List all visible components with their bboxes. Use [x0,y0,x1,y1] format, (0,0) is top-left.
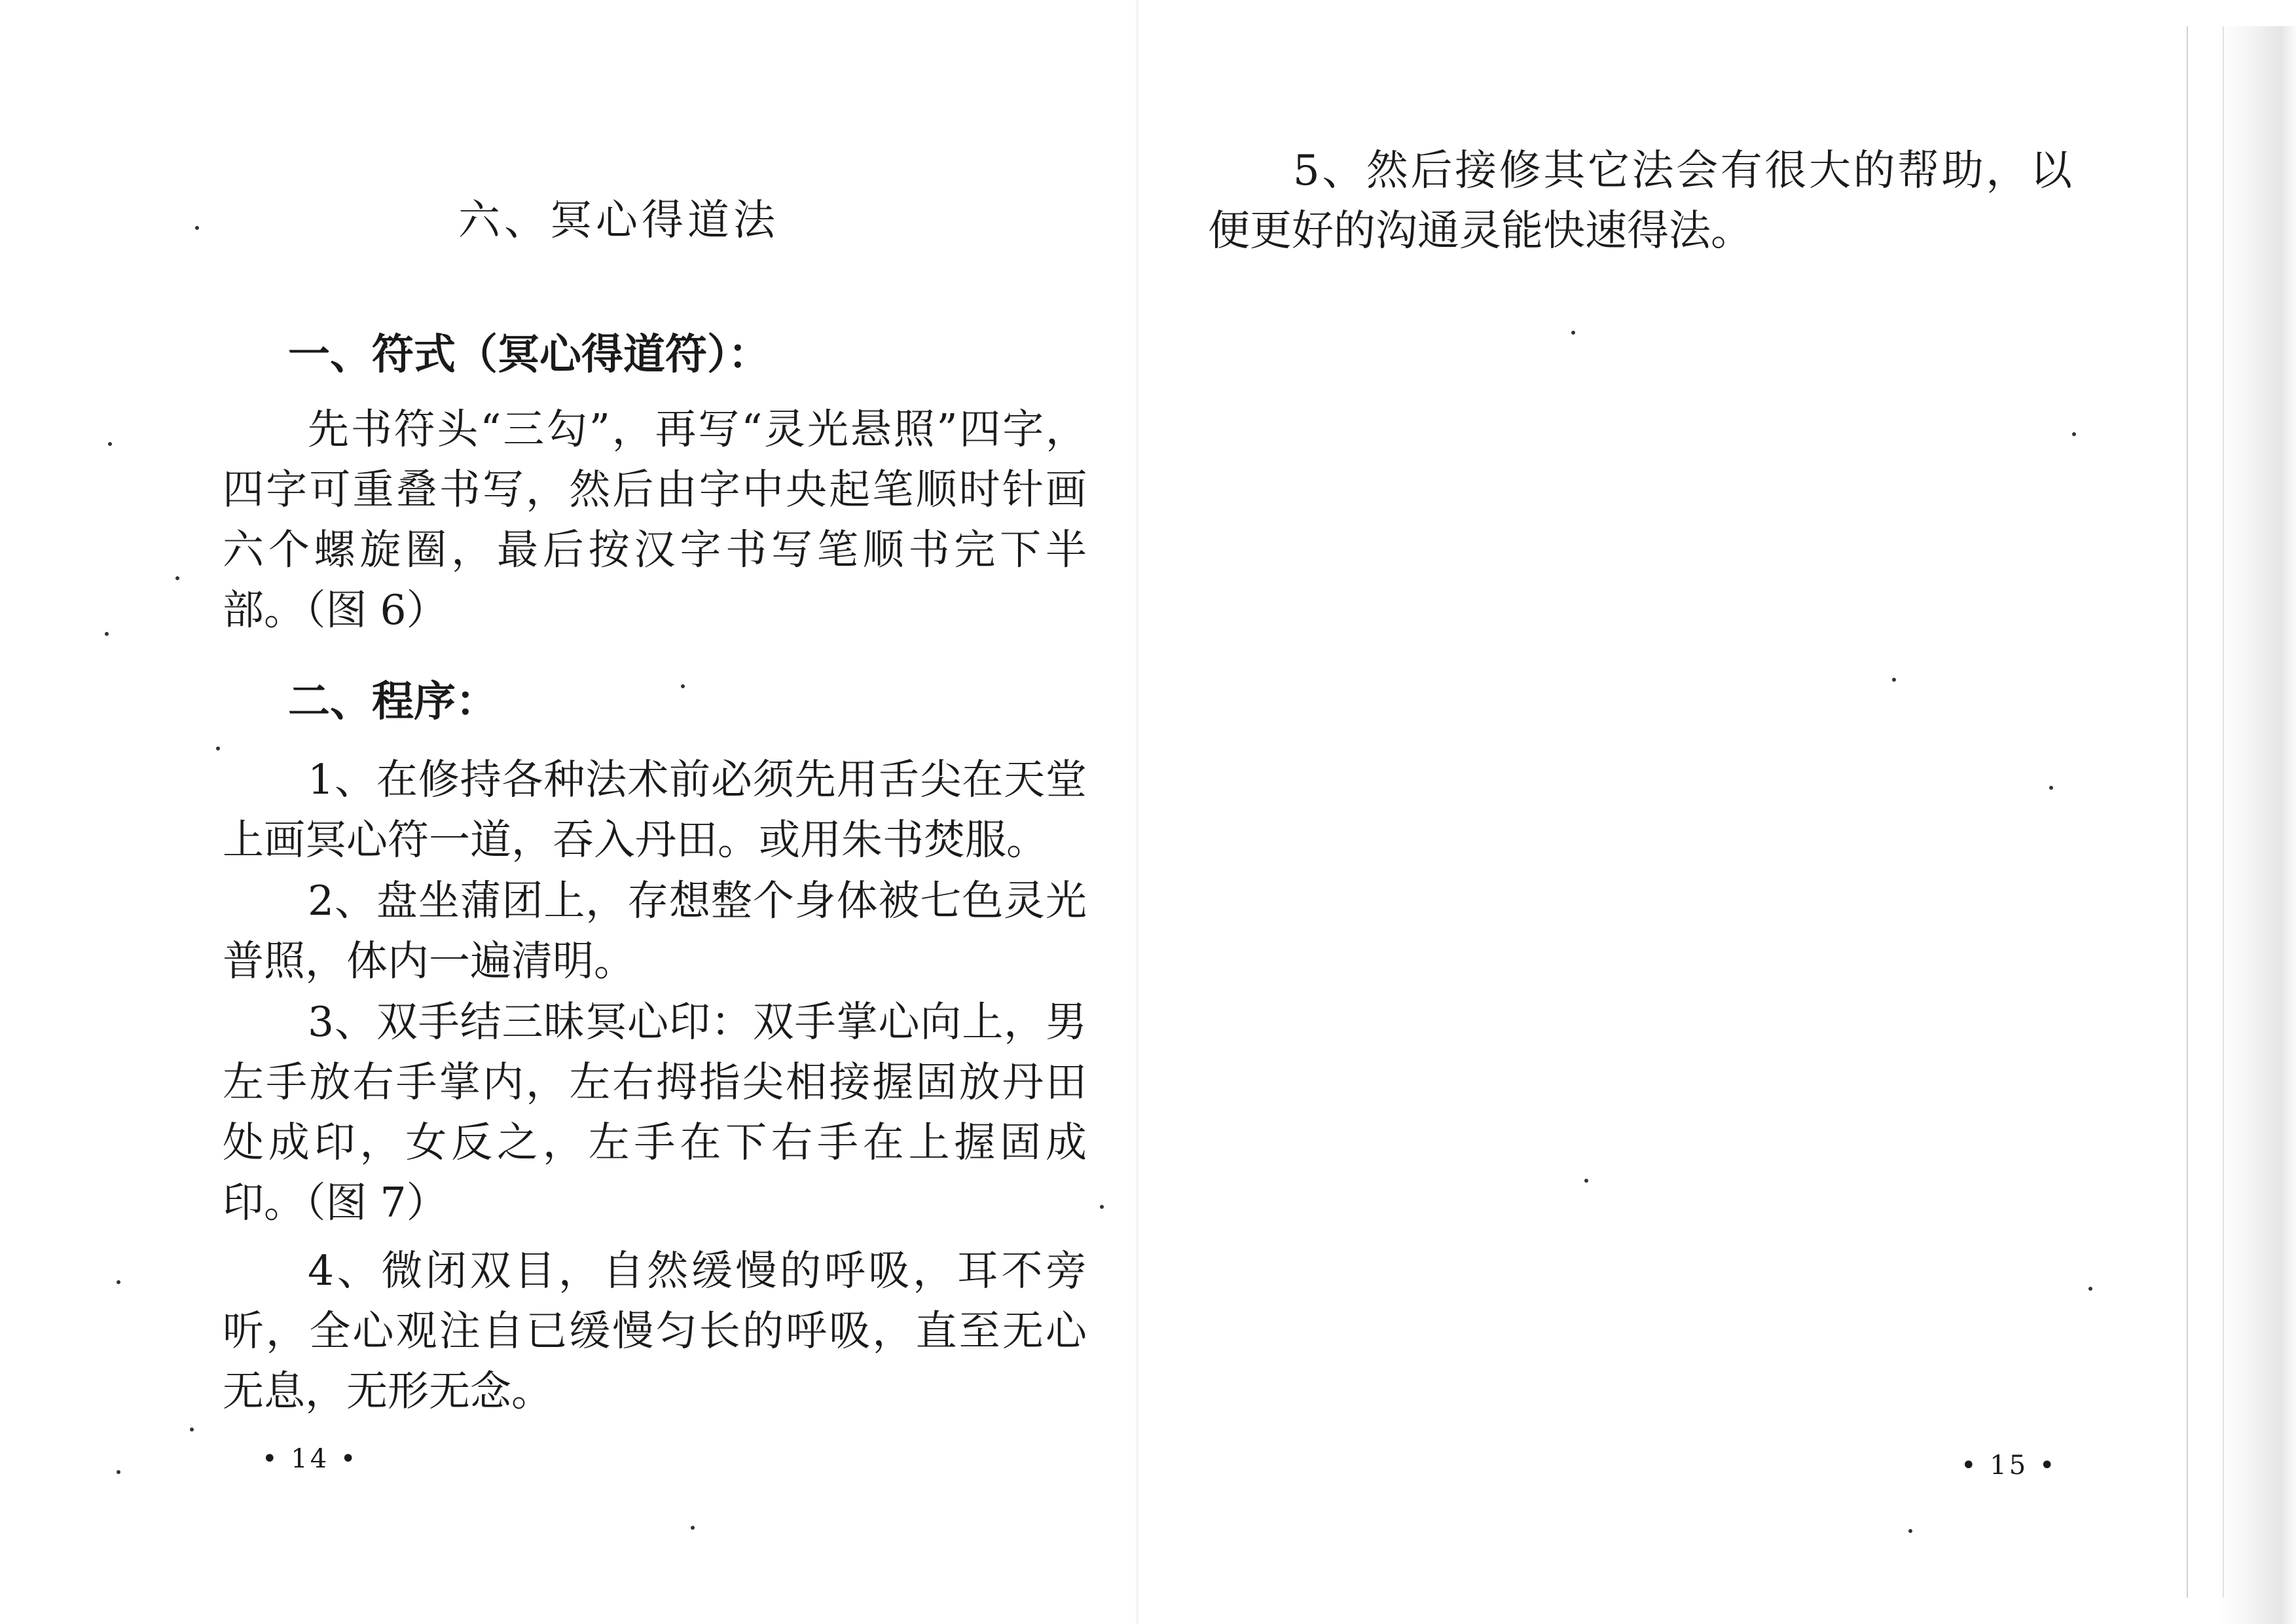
procedure-step-1: 1、在修持各种法术前必须先用舌尖在天堂上画冥心符一道，吞入丹田。或用朱书焚服。 [223,756,1087,864]
scan-speck [2049,786,2053,790]
scan-edge-line [2223,26,2224,1598]
scan-speck [1584,1179,1588,1183]
scan-speck [681,684,685,688]
procedure-step-2: 2、盘坐蒲团上，存想整个身体被七色灵光普照，体内一遍清明。 [223,877,1087,985]
scan-speck [1892,678,1896,682]
procedure-step-5: 5、然后接修其它法会有很大的帮助，以便更好的沟通灵能快速得法。 [1208,147,2072,255]
scan-speck [1908,1529,1912,1533]
scan-speck [1571,331,1575,335]
scan-speck [108,442,112,446]
scan-speck [691,1526,695,1530]
section-heading-talisman: 一、符式（冥心得道符）： [288,330,770,379]
page-number-right: • 15 • [1961,1450,2058,1481]
scan-speck [195,226,199,230]
scan-speck [117,1280,120,1284]
scan-speck [2088,1287,2092,1291]
talisman-description: 先书符头“三勾”，再写“灵光悬照”四字，四字可重叠书写，然后由字中央起笔顺时针画六个螺旋圈，最后按汉字书写笔顺书完下半部。（图 6） [223,405,1087,634]
scan-speck [1100,1205,1104,1209]
scan-speck [216,747,220,750]
page-number-left: • 14 • [262,1444,359,1474]
procedure-step-3: 3、双手结三昧冥心印：双手掌心向上，男左手放右手掌内，左右拇指尖相接握固放丹田处成印，女反之，左手在下右手在上握固成印。（图 7） [223,998,1087,1227]
procedure-step-4: 4、微闭双目，自然缓慢的呼吸，耳不旁听，全心观注自已缓慢匀长的呼吸，直至无心无息，无形无念。 [223,1247,1087,1415]
scan-edge-shadow [2217,26,2296,1624]
scan-speck [117,1470,120,1474]
scan-speck [175,576,179,580]
chapter-title: 六、冥心得道法 [458,196,779,245]
scan-speck [105,632,109,636]
scan-speck [190,1428,194,1431]
scan-edge-line [2187,26,2188,1598]
left-page [0,0,1139,1624]
right-page [1139,0,2296,1624]
scan-speck [2072,432,2076,436]
section-heading-procedure: 二、程序： [288,677,498,726]
